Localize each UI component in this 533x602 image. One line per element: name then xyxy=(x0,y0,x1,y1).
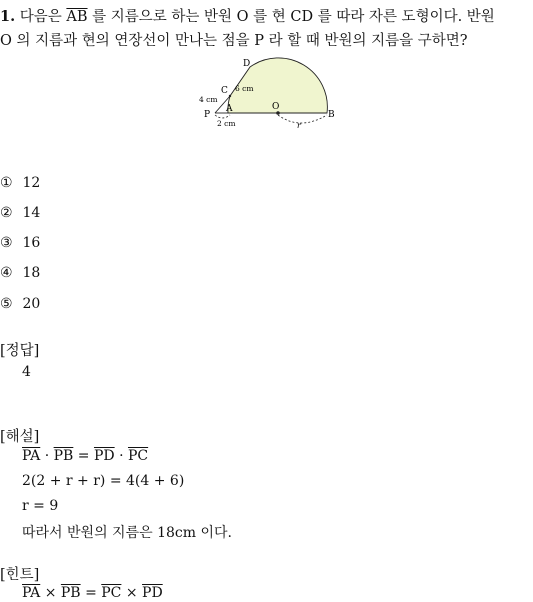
point-c xyxy=(229,95,231,97)
label-d: D xyxy=(243,59,251,69)
option-2-value: 14 xyxy=(22,205,41,221)
label-p: P xyxy=(204,110,211,120)
option-3-value: 16 xyxy=(22,235,41,251)
option-5[interactable] xyxy=(0,296,40,312)
hint-seg-pc: $\overline{PC}$ xyxy=(101,585,122,601)
label-r: r xyxy=(297,121,301,130)
segment-ab: $\overline{AB}$ xyxy=(66,9,88,25)
times-op-2: × xyxy=(125,585,138,601)
question-text-a: 다음은 xyxy=(19,9,62,25)
solution-label: [해설] xyxy=(0,429,40,445)
option-1-mark: ① xyxy=(0,175,13,191)
option-3[interactable] xyxy=(0,235,40,251)
option-2-mark: ② xyxy=(0,205,13,221)
label-o: O xyxy=(272,102,280,112)
hint-seg-pd: $\overline{PD}$ xyxy=(142,585,163,601)
label-pc-length: 4 cm xyxy=(199,95,218,104)
option-5-value: 20 xyxy=(22,296,41,312)
label-cd-length: 6 cm xyxy=(235,84,254,93)
solution-conclusion: 따라서 반원의 지름은 18cm 이다. xyxy=(22,525,232,541)
question-text-b: 를 지름으로 하는 반원 O 를 현 CD 를 따라 자른 도형이다. 반원 xyxy=(92,9,495,25)
answer-value: 4 xyxy=(22,364,31,380)
question-line-1 xyxy=(0,5,495,26)
option-1-value: 12 xyxy=(22,175,41,191)
solution-eq3: r = 9 xyxy=(22,498,59,514)
hint-label: [힌트] xyxy=(0,567,40,583)
answer-label: [정답] xyxy=(0,343,40,359)
option-4[interactable] xyxy=(0,265,40,281)
label-a: A xyxy=(226,104,233,114)
radius-brace xyxy=(278,115,327,123)
label-b: B xyxy=(328,110,335,120)
label-c: C xyxy=(221,86,228,96)
pa-brace xyxy=(215,115,230,118)
option-1[interactable] xyxy=(0,175,40,191)
dot-op-2: · xyxy=(119,448,124,464)
seg-pa: $\overline{PA}$ xyxy=(22,448,41,464)
option-3-mark: ③ xyxy=(0,235,13,251)
hint-seg-pa: $\overline{PA}$ xyxy=(22,585,41,601)
solution-eq2: 2(2 + r + r) = 4(4 + 6) xyxy=(22,473,185,489)
solution-eq1 xyxy=(22,448,148,464)
option-5-mark: ⑤ xyxy=(0,296,13,312)
hint-eq xyxy=(22,585,163,601)
seg-pd: $\overline{PD}$ xyxy=(93,448,115,464)
label-pa-length: 2 cm xyxy=(217,119,236,128)
seg-pb: $\overline{PB}$ xyxy=(53,448,74,464)
hint-seg-pb: $\overline{PB}$ xyxy=(60,585,81,601)
hint-equals-op: = xyxy=(85,585,97,601)
option-2[interactable] xyxy=(0,205,40,221)
option-4-value: 18 xyxy=(22,265,41,281)
question-line-2: O 의 지름과 현의 연장선이 만나는 점을 P 라 할 때 반원의 지름을 구하면? xyxy=(0,33,468,49)
option-4-mark: ④ xyxy=(0,265,13,281)
question-number: 1. xyxy=(0,8,16,25)
semicircle-figure xyxy=(195,55,345,135)
dot-op: · xyxy=(44,448,50,464)
equals-op: = xyxy=(77,448,90,464)
times-op: × xyxy=(44,585,57,601)
seg-pc: $\overline{PC}$ xyxy=(127,448,149,464)
